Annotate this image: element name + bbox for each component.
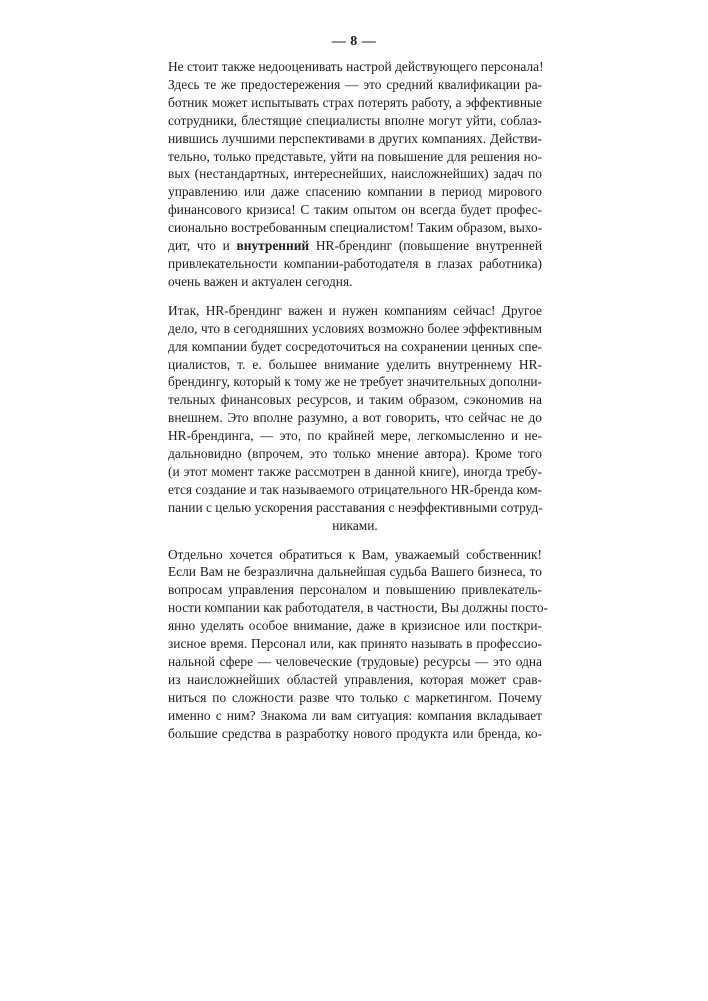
line-text: дит, что и xyxy=(168,238,237,254)
text-line: ется создание и так называемого отрицательного HR-бренда ком- xyxy=(168,481,542,497)
text-line: (и этот момент также рассмотрен в данной книге), иногда требу- xyxy=(168,463,542,479)
text-line: ниться по сложности разве что только с маркетингом. Почему xyxy=(168,689,542,705)
text-line: внешнем. Это вполне разумно, а вот говорить, что сейчас не до xyxy=(168,410,542,426)
text-line: Отдельно хочется обратиться к Вам, уважаемый собственник! xyxy=(168,546,542,562)
text-line: Не стоит также недооценивать настрой действующего персонала! xyxy=(168,59,544,74)
text-line: нившись лучшими перспективами в других компаниях. Действи- xyxy=(168,130,542,146)
text-line: сионально востребованным специалистом! Таким образом, выхо- xyxy=(168,220,543,236)
paragraph-1 xyxy=(168,58,542,291)
text-line: привлекательности компании-работодателя в глазах работника) xyxy=(168,255,542,271)
text-line: тельно, только представьте, уйти на повышение для решения но- xyxy=(168,148,542,164)
text-line: Если Вам не безразлична дальнейшая судьба Вашего бизнеса, то xyxy=(168,564,542,580)
text-line: ности компании как работодателя, в частности, Вы должны посто- xyxy=(168,600,549,616)
paragraph-3 xyxy=(168,546,549,743)
text-line: ботник может испытывать страх потерять работу, а эффективные xyxy=(168,94,542,110)
page-number: — 8 — xyxy=(331,34,377,49)
text-line: пании с целью ускорения расставания с неэффективными сотруд- xyxy=(168,499,543,515)
text-line: янно уделять особое внимание, даже в кризисное или посткри- xyxy=(168,618,542,634)
text-line: финансового кризиса! С таким опытом он всегда будет профес- xyxy=(168,202,542,218)
text-line: сотрудники, блестящие специалисты вполне могут уйти, соблаз- xyxy=(168,112,542,128)
text-line-with-emphasis xyxy=(168,237,542,255)
text-line: именно с ним? Знакома ли вам ситуация: компания вкладывает xyxy=(168,707,542,723)
line-text: HR-брендинг (повышение внутренней xyxy=(309,238,542,254)
body-text xyxy=(168,58,549,754)
text-line: дальновидно (впрочем, это только мнение автора). Кроме того xyxy=(168,446,542,462)
text-line: вопросам управления персоналом и повышению привлекатель- xyxy=(168,582,542,598)
text-line: Здесь те же предостережения — это средний квалификации ра- xyxy=(168,76,542,92)
text-line: брендингу, который к тому же не требует значительных дополни- xyxy=(168,374,542,390)
text-line: HR-брендинга, — это, по крайней мере, легкомысленно и не- xyxy=(168,428,542,444)
text-line: нальной сфере — человеческие (трудовые) ресурсы — это одна xyxy=(168,654,542,669)
text-line: управлению или даже спасению компании в период мирового xyxy=(168,184,542,200)
paragraph-2 xyxy=(168,302,542,535)
text-line: очень важен и актуален сегодня. xyxy=(168,273,353,289)
text-line: для компании будет сосредоточиться на сохранении ценных спе- xyxy=(168,338,542,354)
text-line: никами. xyxy=(332,517,378,533)
text-line: дело, что в сегодняшних условиях возможно более эффективным xyxy=(168,320,542,336)
text-line: вых (нестандартных, интереснейших, наисложнейших) задач по xyxy=(168,166,542,182)
text-line: из наисложнейших областей управления, которая может срав- xyxy=(168,671,542,687)
text-line: большие средства в разработку нового продукта или бренда, ко- xyxy=(168,725,542,741)
text-line: циалистов, т. е. большее внимание уделить внутреннему HR- xyxy=(168,356,542,372)
text-line: зисное время. Персонал или, как принято называть в профессио- xyxy=(168,636,542,652)
text-line: Итак, HR-брендинг важен и нужен компаниям сейчас! Другое xyxy=(168,302,542,318)
emphasis-word: внутренний xyxy=(236,238,310,254)
text-line: тельных финансовых ресурсов, и таким образом, сэкономив на xyxy=(168,392,542,408)
